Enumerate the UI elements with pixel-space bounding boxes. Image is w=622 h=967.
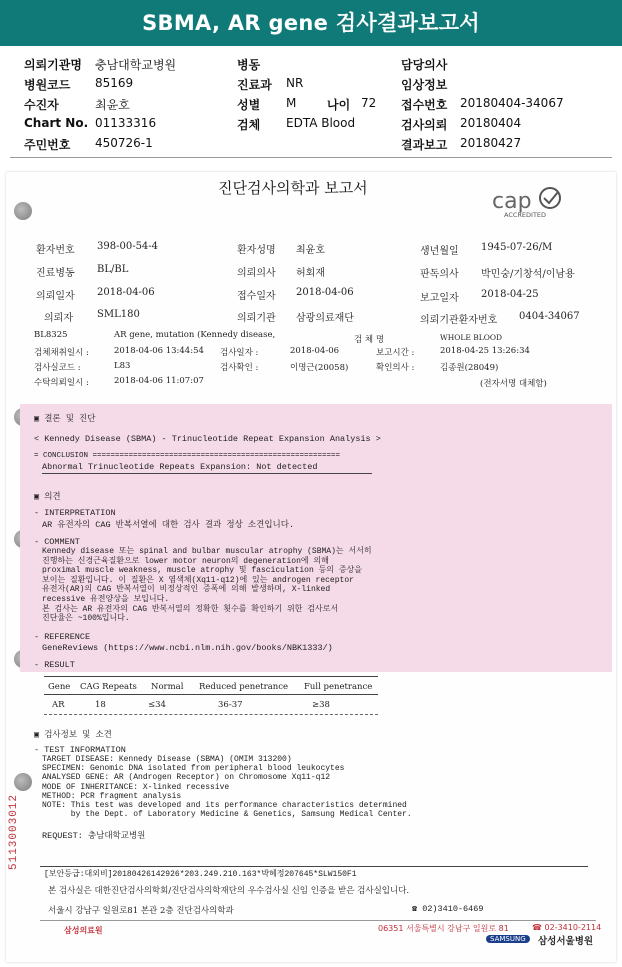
report-time-label: 보고시간 : bbox=[376, 348, 415, 358]
hospital-value: 충남대학교병원 bbox=[95, 58, 177, 72]
result-col-header: Reduced penetrance bbox=[199, 682, 289, 692]
result-highlight bbox=[20, 404, 612, 672]
comment-line: 본 검사는 AR 유전자의 CAG 반복서열의 정확한 횟수를 확인하기 위한 검사로서 bbox=[42, 604, 339, 614]
sex-value: M bbox=[286, 96, 297, 110]
comment-line: Kennedy disease 또는 spinal and bulbar muscular atrophy (SBMA)는 서서히 bbox=[42, 547, 372, 556]
table-rule bbox=[44, 694, 378, 695]
divider bbox=[42, 473, 372, 474]
confirm: 이명근(20058) bbox=[290, 363, 349, 373]
comment-line: 진단율은 ~100%입니다. bbox=[42, 614, 130, 624]
header-divider bbox=[10, 157, 612, 158]
svg-text:cap: cap bbox=[492, 189, 532, 214]
table-rule bbox=[44, 714, 378, 715]
sex-label: 성별 bbox=[237, 98, 261, 112]
side-number: 5113003012 bbox=[8, 793, 20, 870]
phone-line: ☎ 02)3410-6469 bbox=[412, 904, 484, 914]
report-time: 2018-04-25 13:26:34 bbox=[440, 346, 530, 356]
report-title: SBMA, AR gene 검사결과보고서 bbox=[0, 0, 622, 46]
ward: BL/BL bbox=[97, 264, 129, 275]
request-line: REQUEST: 충남대학교병원 bbox=[42, 831, 146, 841]
receipt-label: 접수번호 bbox=[401, 98, 448, 112]
code-value: 85169 bbox=[95, 76, 134, 90]
comment-line: 보이는 질환입니다. 이 질환은 X 염색체(Xq11-q12)에 있는 androgen receptor bbox=[42, 575, 354, 585]
specimen-value: EDTA Blood bbox=[286, 116, 356, 130]
birth-label: 생년월일 bbox=[420, 246, 459, 257]
patient-no-label: 환자번호 bbox=[36, 245, 75, 256]
chart-value: 01133316 bbox=[95, 116, 157, 130]
report-date-label: 결과보고 bbox=[401, 138, 448, 152]
test-info-block bbox=[42, 755, 412, 819]
reference-heading: - REFERENCE bbox=[34, 632, 91, 642]
dept-label: 진료과 bbox=[237, 78, 272, 92]
test-info-line: by the Dept. of Laboratory Medicine & Genetics, Samsung Medical Center. bbox=[42, 810, 412, 820]
test-code: BL8325 bbox=[34, 330, 68, 340]
security-line: [보안등급:대외비]20180426142926*203.249.210.163*박혜정207645*SLW150F1 bbox=[44, 870, 357, 879]
ref-person: SML180 bbox=[97, 309, 140, 320]
doctor-label: 담당의사 bbox=[401, 58, 448, 72]
rep-date: 2018-04-25 bbox=[481, 289, 539, 300]
lab-code: L83 bbox=[114, 361, 131, 371]
e-sign-note: (전자서명 대체함) bbox=[480, 379, 547, 389]
address-line: 서울시 강남구 일원로81 본관 2층 진단검사의학과 bbox=[48, 906, 234, 916]
comment-block bbox=[42, 547, 372, 624]
footer-tel: ☎ 02-3410-2114 bbox=[532, 923, 602, 932]
id-value: 450726-1 bbox=[95, 136, 153, 150]
binder-hole bbox=[14, 202, 32, 220]
ref-org-label: 의뢰기관 bbox=[237, 313, 276, 324]
age-label: 나이 bbox=[327, 98, 351, 112]
id-label: 주민번호 bbox=[24, 138, 71, 152]
request-label: 검사의뢰 bbox=[401, 118, 448, 132]
comment-line: 유전자(AR)의 CAG 반복서열이 비정상적인 증폭에 의해 발생하며, X-linked bbox=[42, 585, 331, 595]
name-label: 환자성명 bbox=[237, 245, 276, 256]
divider bbox=[40, 866, 588, 867]
test-name: AR gene, mutation (Kennedy disease, bbox=[114, 330, 276, 340]
test-info-line: SPECIMEN: Genomic DNA isolated from peripheral blood leukocytes bbox=[42, 764, 345, 774]
report-date-value: 20180427 bbox=[460, 136, 522, 150]
cert-line: 본 검사실은 대한진단검사의학회/진단검사의학재단의 우수검사실 신임 인증을 받은 검사실입니다. bbox=[48, 886, 410, 896]
comment-line: proximal muscle weakness, muscle atrophy 및 fasciculation 등의 증상을 bbox=[42, 566, 363, 576]
test-date-label: 검사일자 : bbox=[220, 348, 259, 358]
age-value: 72 bbox=[361, 96, 377, 110]
ward-label: 병동 bbox=[237, 58, 261, 72]
result-normal: ≤34 bbox=[148, 700, 166, 710]
test-info-line: TARGET DISEASE: Kennedy Disease (SBMA) (OMIM 313200) bbox=[42, 755, 292, 764]
lab-label: 검사실코드 : bbox=[34, 363, 81, 373]
section-opinion: ▣ 의견 bbox=[34, 492, 61, 502]
ref-pt-no-label: 의뢰기관환자번호 bbox=[420, 315, 498, 326]
result-heading: - RESULT bbox=[34, 660, 75, 670]
result-reduced: 36-37 bbox=[218, 700, 243, 710]
recv-date: 2018-04-06 bbox=[296, 287, 354, 298]
section-conclusion: ▣ 결론 및 진단 bbox=[34, 414, 96, 424]
svg-text:ACCREDITED: ACCREDITED bbox=[504, 211, 547, 219]
table-rule bbox=[44, 676, 378, 677]
ref-doctor-label: 의뢰의사 bbox=[237, 268, 276, 279]
ref-time: 2018-04-06 11:07:07 bbox=[114, 376, 204, 386]
req-date-label: 의뢰일자 bbox=[36, 291, 75, 302]
comment-heading: - COMMENT bbox=[34, 537, 80, 547]
reader: 박민숭/기창석/이남용 bbox=[481, 269, 575, 280]
recv-date-label: 접수일자 bbox=[237, 291, 276, 302]
reader-label: 판독의사 bbox=[420, 269, 459, 280]
samsung-logo: SAMSUNG bbox=[486, 935, 530, 943]
report-heading: 진단검사의학과 보고서 bbox=[218, 179, 368, 197]
ref-time-label: 수탁의뢰일시 : bbox=[34, 378, 89, 388]
ref-pt-no: 0404-34067 bbox=[519, 311, 580, 322]
request-value: 20180404 bbox=[460, 116, 522, 130]
patient-value: 최윤호 bbox=[95, 98, 130, 112]
req-date: 2018-04-06 bbox=[97, 287, 155, 298]
divider bbox=[40, 920, 596, 921]
footer-address: 06351 서울특별시 강남구 일원로 81 bbox=[378, 924, 509, 933]
birth: 1945-07-26/M bbox=[481, 242, 553, 253]
binder-hole bbox=[14, 773, 32, 791]
cap-accredited-logo bbox=[490, 184, 580, 220]
ref-person-label: 의뢰자 bbox=[44, 313, 73, 324]
comment-line: 진행하는 신경근육질환으로 lower motor neuron의 degeneration에 의해 bbox=[42, 556, 329, 566]
patient-no: 398-00-54-4 bbox=[97, 241, 159, 252]
verify-label: 확인의사 : bbox=[376, 363, 415, 373]
test-info-line: NOTE: This test was developed and its performance characteristics determined bbox=[42, 801, 407, 811]
interpretation-text: AR 유전자의 CAG 반복서열에 대한 검사 결과 정상 소견입니다. bbox=[42, 520, 295, 530]
collect: 2018-04-06 13:44:54 bbox=[114, 346, 204, 356]
test-info-heading: - TEST INFORMATION bbox=[34, 745, 126, 755]
dept-value: NR bbox=[286, 76, 304, 90]
interpretation-heading: - INTERPRETATION bbox=[34, 508, 116, 518]
hospital-brand: 삼성서울병원 bbox=[538, 936, 594, 947]
conclusion-heading: = CONCLUSION ======================================================= bbox=[34, 452, 341, 460]
name: 최윤호 bbox=[296, 245, 325, 256]
section-test-info: ▣ 검사정보 및 소견 bbox=[34, 730, 112, 740]
result-cag: 18 bbox=[95, 700, 106, 710]
reference-text: GeneReviews (https://www.ncbi.nlm.nih.gov/books/NBK1333/) bbox=[42, 643, 333, 653]
collect-label: 검체채취일시 : bbox=[34, 348, 89, 358]
result-col-header: Full penetrance bbox=[304, 682, 373, 692]
assay-title: < Kennedy Disease (SBMA) - Trinucleotide Repeat Expansion Analysis > bbox=[34, 434, 381, 444]
footer-left-brand: 삼성의료원 bbox=[64, 926, 103, 935]
test-info-line: MODE OF INHERITANCE: X-linked recessive bbox=[42, 782, 230, 792]
chart-label: Chart No. bbox=[24, 116, 89, 130]
sample-label: 검 체 명 bbox=[354, 335, 385, 345]
result-col-header: Gene bbox=[48, 682, 71, 692]
code-label: 병원코드 bbox=[24, 78, 71, 92]
receipt-value: 20180404-34067 bbox=[460, 96, 564, 110]
hospital-label: 의뢰기관명 bbox=[24, 58, 82, 72]
result-full: ≥38 bbox=[312, 700, 330, 710]
conclusion-text: Abnormal Trinucleotide Repeats Expansion: Not detected bbox=[42, 462, 318, 472]
confirm-label: 검사확인 : bbox=[220, 363, 259, 373]
test-info-line: ANALYSED GENE: AR (Androgen Receptor) on Chromosome Xq11-q12 bbox=[42, 773, 331, 783]
result-col-header: CAG Repeats bbox=[80, 682, 137, 692]
patient-label: 수진자 bbox=[24, 98, 59, 112]
test-date: 2018-04-06 bbox=[290, 346, 340, 356]
clinical-label: 임상정보 bbox=[401, 78, 448, 92]
ref-org: 삼광의료재단 bbox=[296, 313, 354, 324]
result-gene: AR bbox=[52, 700, 65, 710]
test-info-line: METHOD: PCR fragment analysis bbox=[42, 791, 182, 801]
comment-line: recessive 유전양상을 보입니다. bbox=[42, 594, 170, 604]
specimen-label: 검체 bbox=[237, 118, 261, 132]
ward-label: 진료병동 bbox=[36, 268, 75, 279]
rep-date-label: 보고일자 bbox=[420, 293, 459, 304]
result-col-header: Normal bbox=[151, 682, 184, 692]
sample: WHOLE BLOOD bbox=[440, 333, 503, 342]
verify: 김종원(28049) bbox=[440, 363, 499, 373]
ref-doctor: 허회재 bbox=[296, 268, 325, 279]
